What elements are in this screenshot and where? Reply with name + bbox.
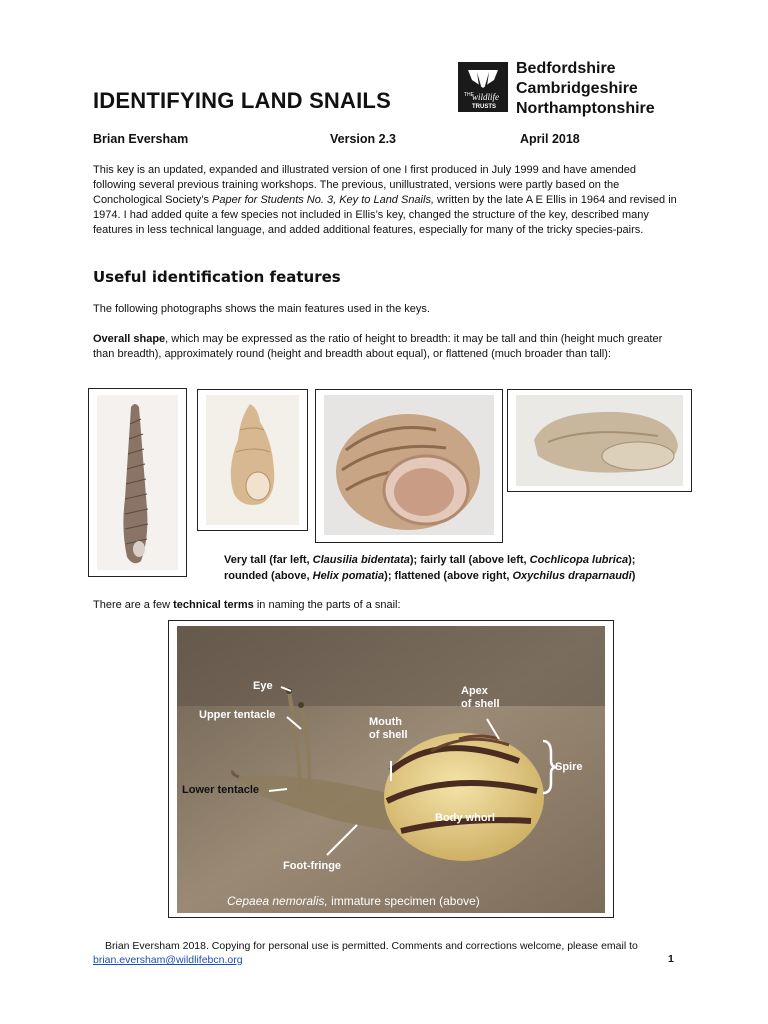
region-name: Cambridgeshire [516,80,638,97]
photo-helix-pomatia [315,389,503,543]
label-mouth-line2: of shell [369,729,408,741]
cepaea-nemoralis-photo [169,621,613,917]
label-lower-tentacle: Lower tentacle [182,784,260,796]
technical-terms-intro: There are a few technical terms in naming the parts of a snail: [93,599,401,611]
overall-shape-paragraph: Overall shape, which may be expressed as the ratio of height to breadth: it may be tall and thin (height much greater than breadth), approximately round (height and breadth about equal), or flattened (much broader than tall): [93,333,663,360]
photo-oxychilus-draparnaudi [507,389,692,492]
label-eye: Eye [253,680,273,692]
logo-regions [516,59,655,119]
photo-clausilia-bidentata [88,388,187,577]
label-body-whorl: Body whorl [435,812,495,824]
email-link[interactable]: brian.eversham@wildlifebcn.org [93,954,243,966]
photos-intro: The following photographs shows the main features used in the keys. [93,303,430,315]
label-foot-fringe: Foot-fringe [283,860,342,872]
label-apex-line2: of shell [461,698,500,710]
snail-anatomy-diagram [168,620,614,918]
label-spire: Spire [555,761,583,773]
label-apex-line1: Apex [461,685,488,697]
wildlife-trusts-logo [458,62,508,112]
footer-text: Brian Eversham 2018. Copying for personal use is permitted. Comments and corrections welcome, please email to [105,940,638,952]
photo-caption: Very tall (far left, Clausilia bidentata); fairly tall (above left, Cochlicopa lubrica); rounded (above, Helix pomatia); flattened (above right, Oxychilus draparnaudi) [224,554,636,582]
version-label: Version 2.3 [330,132,397,146]
region-name: Northamptonshire [516,100,655,117]
page-number: 1 [668,953,674,965]
label-upper-tentacle: Upper tentacle [199,709,276,721]
logo-small-top: THE [464,92,474,98]
footer [93,939,693,967]
photo-cochlicopa-lubrica [197,389,308,531]
species-caption: Cepaea nemoralis, immature specimen (above) [227,894,480,908]
intro-paragraph: This key is an updated, expanded and illustrated version of one I first produced in July 1999 and have amended following several previous training workshops. The previous, unillustrated, versions were partly based on the Conchological Society’s Paper for Students No. 3, Key to Land Snails, written by the late A E Ellis in 1964 and revised in 1974. I had added quite a few species not included in Ellis’s key, changed the structure of the key, described many features in less technical language, and added additional features, especially for many of the tricky species-pairs. [93,164,677,236]
author-name: Brian Eversham [93,132,189,146]
logo-script-word: wildlife [472,92,499,102]
publication-date: April 2018 [520,132,580,146]
badger-icon [458,62,508,112]
logo-small-bottom: TRUSTS [472,104,496,110]
section-heading: Useful identification features [93,268,341,286]
label-mouth-line1: Mouth [369,716,402,728]
region-name: Bedfordshire [516,60,616,77]
page-title: IDENTIFYING LAND SNAILS [93,88,391,113]
